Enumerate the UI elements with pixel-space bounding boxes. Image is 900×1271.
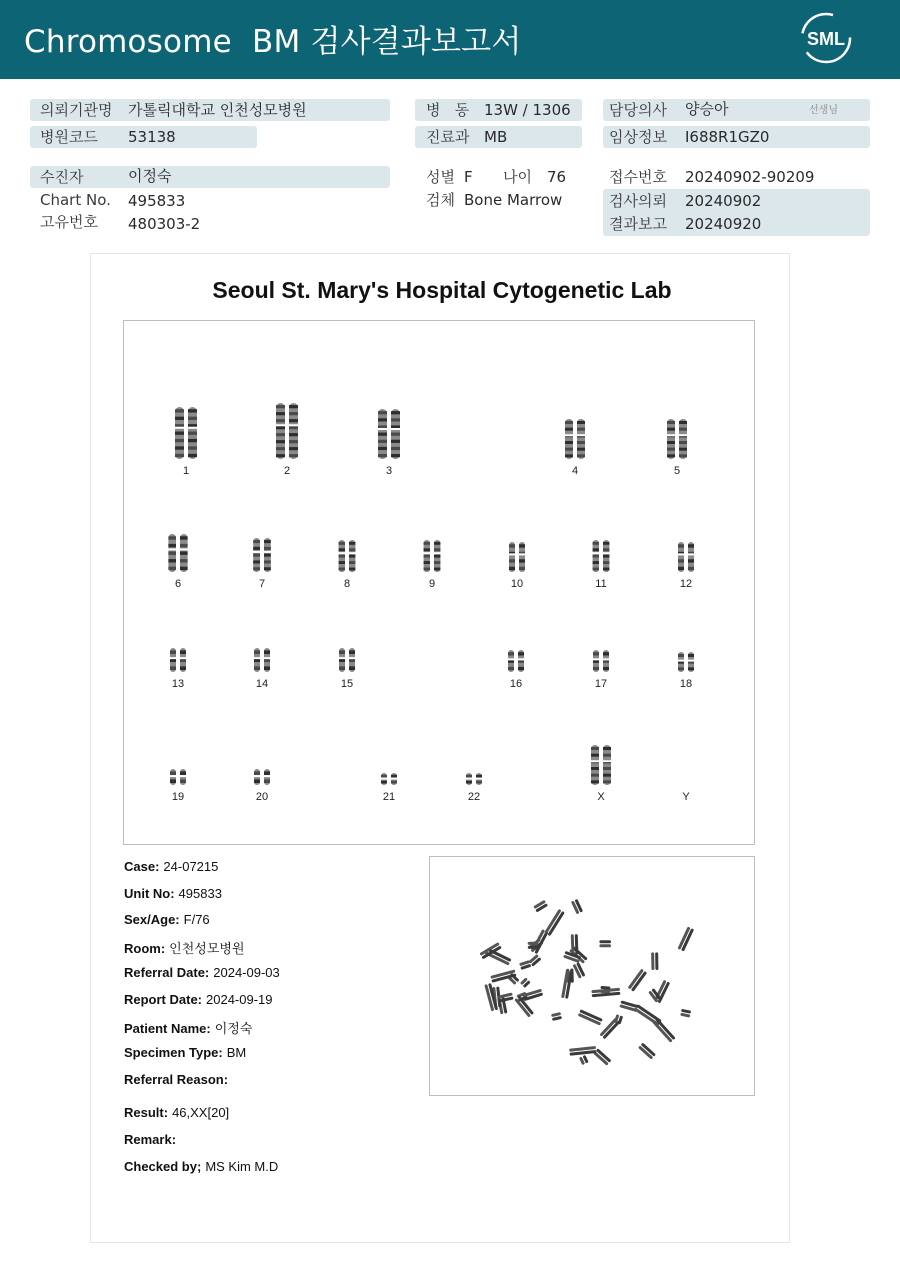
chromosome-pair-3 bbox=[374, 409, 404, 459]
metaphase-chromosome bbox=[544, 909, 565, 936]
metaphase-chromosome bbox=[522, 989, 543, 1002]
value-receipt: 20240902-90209 bbox=[685, 168, 815, 186]
chromosome-pair-19 bbox=[163, 769, 193, 785]
metaphase-chromosome bbox=[569, 1046, 596, 1056]
sml-logo bbox=[796, 10, 856, 66]
chromosome-pair-15 bbox=[332, 648, 362, 672]
value-sex: F bbox=[464, 168, 473, 186]
unit-no-line: Unit No: 495833 bbox=[124, 886, 222, 901]
metaphase-chromosome bbox=[634, 1004, 662, 1026]
metaphase-chromosome bbox=[533, 900, 548, 913]
label-clinical: 임상정보 bbox=[609, 128, 667, 146]
chromosome-label-16: 16 bbox=[509, 678, 523, 690]
chromosome-pair-9 bbox=[417, 540, 447, 572]
value-unique-no: 480303-2 bbox=[128, 215, 201, 233]
metaphase-chromosome bbox=[578, 1009, 603, 1025]
chromosome-label-22: 22 bbox=[467, 791, 481, 803]
report-title: Chromosome BM 검사결과보고서 bbox=[24, 24, 522, 60]
field-bg-patient bbox=[30, 166, 390, 188]
label-ward: 병 동 bbox=[426, 101, 470, 119]
chromosome-label-20: 20 bbox=[255, 791, 269, 803]
metaphase-chromosome bbox=[619, 1000, 638, 1012]
label-report-date: 결과보고 bbox=[609, 215, 667, 233]
chromosome-label-18: 18 bbox=[679, 678, 693, 690]
metaphase-chromosome bbox=[599, 940, 611, 947]
chromosome-pair-8 bbox=[332, 540, 362, 572]
remark-line: Remark: bbox=[124, 1132, 177, 1147]
karyogram-panel bbox=[123, 320, 755, 845]
label-unique-no: 고유번호 bbox=[40, 213, 98, 231]
label-sex: 성별 bbox=[426, 168, 455, 186]
chromosome-pair-16 bbox=[501, 650, 531, 672]
metaphase-chromosome bbox=[573, 962, 586, 979]
result-line: Result: 46,XX[20] bbox=[124, 1105, 230, 1120]
label-chart-no: Chart No. bbox=[40, 191, 111, 209]
metaphase-chromosome bbox=[614, 1014, 623, 1024]
label-doctor: 담당의사 bbox=[609, 101, 667, 119]
value-hospital-code: 53138 bbox=[128, 128, 176, 146]
metaphase-chromosome bbox=[551, 1012, 562, 1021]
value-ward: 13W / 1306 bbox=[484, 101, 571, 119]
metaphase-chromosome bbox=[579, 1055, 589, 1065]
checked-by-line: Checked by; MS Kim M.D bbox=[124, 1159, 279, 1174]
chromosome-label-Y: Y bbox=[682, 791, 690, 803]
chromosome-label-17: 17 bbox=[594, 678, 608, 690]
chromosome-pair-22 bbox=[459, 773, 489, 785]
chromosome-pair-18 bbox=[671, 652, 701, 672]
chromosome-pair-14 bbox=[247, 648, 277, 672]
chromosome-pair-21 bbox=[374, 773, 404, 785]
sex-age-line: Sex/Age: F/76 bbox=[124, 912, 210, 927]
chromosome-label-12: 12 bbox=[679, 578, 693, 590]
chromosome-pair-2 bbox=[272, 403, 302, 459]
chromosome-label-5: 5 bbox=[673, 465, 681, 477]
referral-date-line: Referral Date: 2024-09-03 bbox=[124, 965, 280, 980]
chromosome-pair-20 bbox=[247, 769, 277, 785]
value-clinical: I688R1GZ0 bbox=[685, 128, 770, 146]
value-department: MB bbox=[484, 128, 508, 146]
label-hospital-code: 병원코드 bbox=[40, 128, 98, 146]
label-receipt: 접수번호 bbox=[609, 168, 667, 186]
label-request-date: 검사의뢰 bbox=[609, 192, 667, 210]
chromosome-pair-10 bbox=[502, 542, 532, 572]
metaphase-image bbox=[429, 856, 755, 1096]
metaphase-chromosome bbox=[628, 969, 648, 992]
chromosome-pair-6 bbox=[163, 534, 193, 572]
chromosome-pair-X bbox=[586, 745, 616, 785]
label-specimen: 검체 bbox=[426, 191, 455, 209]
referral-reason-line: Referral Reason: bbox=[124, 1072, 229, 1087]
value-request-date: 20240902 bbox=[685, 192, 762, 210]
value-chart-no: 495833 bbox=[128, 192, 186, 210]
chromosome-label-13: 13 bbox=[171, 678, 185, 690]
chromosome-label-6: 6 bbox=[174, 578, 182, 590]
metaphase-chromosome bbox=[571, 934, 579, 955]
value-institution: 가톨릭대학교 인천성모병원 bbox=[128, 101, 307, 119]
chromosome-label-3: 3 bbox=[385, 465, 393, 477]
metaphase-chromosome bbox=[651, 952, 658, 970]
label-department: 진료과 bbox=[426, 128, 470, 146]
metaphase-chromosome bbox=[561, 969, 573, 999]
value-specimen: Bone Marrow bbox=[464, 191, 563, 209]
chromosome-label-14: 14 bbox=[255, 678, 269, 690]
metaphase-chromosome bbox=[680, 1009, 691, 1018]
metaphase-chromosome bbox=[571, 899, 583, 915]
chromosome-label-15: 15 bbox=[340, 678, 354, 690]
value-age: 76 bbox=[547, 168, 567, 186]
chromosome-label-4: 4 bbox=[571, 465, 579, 477]
logo-text: SML bbox=[807, 29, 845, 49]
chromosome-pair-17 bbox=[586, 650, 616, 672]
chromosome-pair-7 bbox=[247, 538, 277, 572]
report-date-line: Report Date: 2024-09-19 bbox=[124, 992, 273, 1007]
value-report-date: 20240920 bbox=[685, 215, 762, 233]
chromosome-label-10: 10 bbox=[510, 578, 524, 590]
metaphase-chromosome bbox=[638, 1043, 656, 1060]
header-band bbox=[0, 0, 900, 79]
chromosome-label-11: 11 bbox=[595, 578, 607, 590]
label-patient: 수진자 bbox=[40, 168, 84, 186]
chromosome-pair-11 bbox=[586, 540, 616, 572]
lab-title: Seoul St. Mary's Hospital Cytogenetic Lab bbox=[212, 277, 672, 303]
room-line: Room: 인천성모병원 bbox=[124, 941, 245, 956]
chromosome-label-8: 8 bbox=[343, 578, 351, 590]
chromosome-pair-12 bbox=[671, 542, 701, 572]
chromosome-label-21: 21 bbox=[382, 791, 396, 803]
chromosome-label-7: 7 bbox=[258, 578, 266, 590]
chromosome-label-9: 9 bbox=[428, 578, 436, 590]
chromosome-label-X: X bbox=[597, 791, 605, 803]
chromosome-pair-13 bbox=[163, 648, 193, 672]
label-institution: 의뢰기관명 bbox=[40, 101, 113, 119]
doctor-suffix: 선생님 bbox=[809, 105, 838, 116]
value-doctor: 양승아 bbox=[685, 100, 729, 118]
specimen-type-line: Specimen Type: BM bbox=[124, 1045, 247, 1060]
metaphase-chromosome bbox=[520, 977, 531, 988]
metaphase-chromosome bbox=[677, 926, 694, 951]
chromosome-label-19: 19 bbox=[171, 791, 185, 803]
case-line: Case: 24-07215 bbox=[124, 859, 219, 874]
metaphase-chromosome bbox=[519, 960, 531, 970]
label-age: 나이 bbox=[503, 168, 532, 186]
chromosome-pair-1 bbox=[171, 407, 201, 459]
chromosome-pair-4 bbox=[560, 419, 590, 459]
patient-name-line: Patient Name: 이정숙 bbox=[124, 1021, 253, 1036]
chromosome-label-2: 2 bbox=[283, 465, 291, 477]
chromosome-label-1: 1 bbox=[182, 465, 190, 477]
chromosome-pair-5 bbox=[662, 419, 692, 459]
value-patient: 이정숙 bbox=[128, 167, 172, 185]
